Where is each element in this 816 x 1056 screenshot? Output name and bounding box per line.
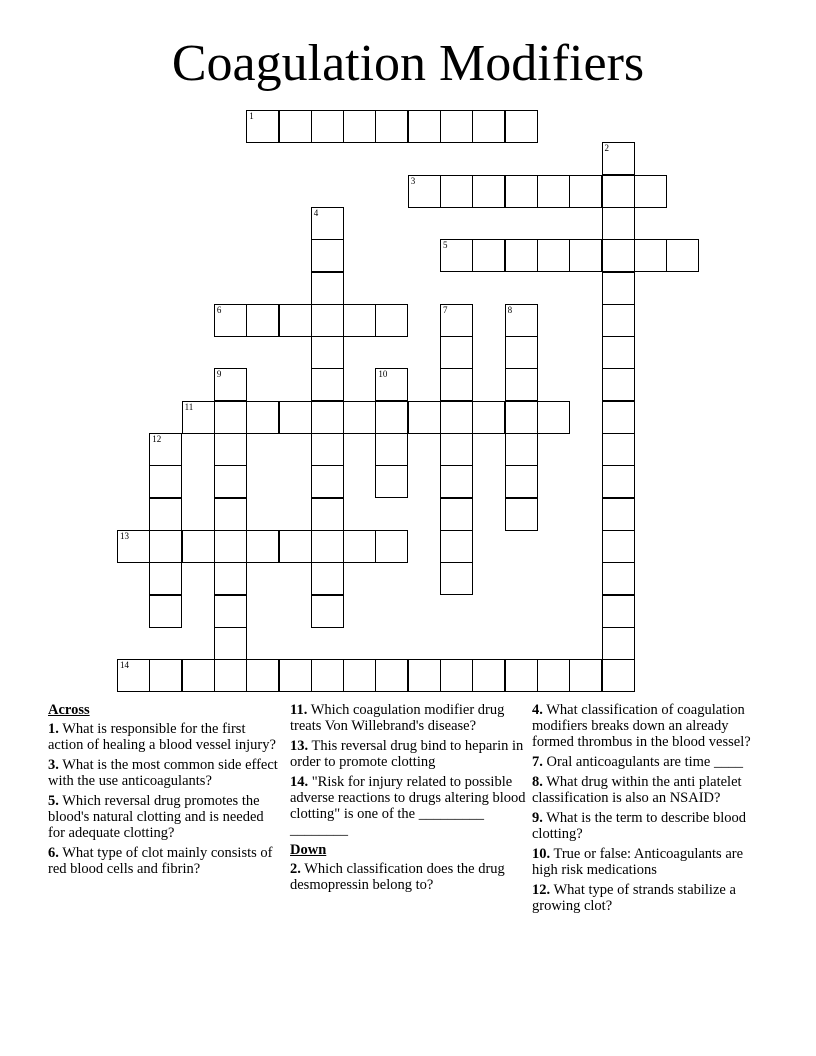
clue-across-11: 11. Which coagulation modifier drug treats Von Willebrand's disease? bbox=[290, 702, 505, 734]
grid-cell[interactable] bbox=[537, 239, 570, 272]
grid-cell[interactable] bbox=[472, 659, 505, 692]
grid-cell[interactable] bbox=[602, 433, 635, 466]
grid-cell[interactable] bbox=[602, 659, 635, 692]
clue-number: 14 bbox=[120, 660, 129, 671]
clue-across-13: 13. This reversal drug bind to heparin in order to promote clotting bbox=[290, 738, 524, 770]
grid-cell[interactable] bbox=[246, 401, 279, 434]
grid-cell[interactable] bbox=[602, 401, 635, 434]
grid-cell[interactable] bbox=[246, 659, 279, 692]
grid-cell[interactable] bbox=[440, 336, 473, 369]
grid-cell[interactable] bbox=[311, 304, 344, 337]
clue-across-6: 6. What type of clot mainly consists of red blood cells and fibrin? bbox=[48, 845, 273, 877]
grid-cell[interactable] bbox=[311, 659, 344, 692]
grid-cell[interactable] bbox=[214, 562, 247, 595]
grid-cell[interactable] bbox=[537, 659, 570, 692]
grid-cell[interactable] bbox=[537, 401, 570, 434]
grid-cell[interactable] bbox=[602, 562, 635, 595]
clue-number: 11 bbox=[184, 401, 194, 412]
grid-cell[interactable] bbox=[602, 304, 635, 337]
grid-cell[interactable] bbox=[182, 401, 215, 434]
grid-cell[interactable] bbox=[343, 110, 376, 143]
clue-number: 9 bbox=[216, 369, 222, 380]
grid-cell[interactable] bbox=[311, 110, 344, 143]
down-heading: Down bbox=[290, 842, 327, 858]
grid-cell[interactable] bbox=[505, 498, 538, 531]
grid-cell[interactable] bbox=[214, 465, 247, 498]
grid-cell[interactable] bbox=[440, 465, 473, 498]
clue-number: 6 bbox=[216, 304, 222, 315]
grid-cell[interactable] bbox=[279, 401, 312, 434]
grid-cell[interactable] bbox=[602, 530, 635, 563]
grid-cell[interactable] bbox=[505, 239, 538, 272]
clue-number: 12 bbox=[152, 434, 162, 444]
grid-cell[interactable] bbox=[602, 627, 635, 660]
clue-down-2: 2. Which classification does the drug desmopressin belong to? bbox=[290, 861, 505, 893]
clue-down-9: 9. What is the term to describe blood clotting? bbox=[532, 810, 746, 842]
grid-cell[interactable] bbox=[569, 239, 602, 272]
grid-cell[interactable] bbox=[375, 304, 408, 337]
grid-cell[interactable] bbox=[440, 530, 473, 563]
grid-cell[interactable] bbox=[602, 465, 635, 498]
grid-cell[interactable] bbox=[214, 595, 247, 628]
grid-cell[interactable] bbox=[440, 110, 473, 143]
grid-cell[interactable] bbox=[440, 239, 473, 272]
grid-cell[interactable] bbox=[634, 175, 667, 208]
grid-cell[interactable] bbox=[149, 562, 182, 595]
grid-cell[interactable] bbox=[602, 336, 635, 369]
grid-cell[interactable] bbox=[602, 142, 635, 175]
grid-cell[interactable] bbox=[602, 368, 635, 401]
grid-cell[interactable] bbox=[311, 272, 344, 305]
grid-cell[interactable] bbox=[149, 659, 182, 692]
grid-cell[interactable] bbox=[149, 433, 182, 466]
grid-cell[interactable] bbox=[343, 401, 376, 434]
grid-cell[interactable] bbox=[408, 110, 441, 143]
clue-number: 7 bbox=[443, 304, 448, 315]
clue-number: 4 bbox=[313, 207, 319, 218]
grid-cell[interactable] bbox=[214, 498, 247, 531]
clues-column-2 bbox=[290, 702, 526, 897]
grid-cell[interactable] bbox=[569, 175, 602, 208]
clue-number: 8 bbox=[507, 304, 513, 315]
grid-cell[interactable] bbox=[311, 498, 344, 531]
grid-cell[interactable] bbox=[311, 595, 344, 628]
grid-cell[interactable] bbox=[214, 627, 247, 660]
clue-down-8: 8. What drug within the anti platelet classification is also an NSAID? bbox=[532, 774, 742, 806]
grid-cell[interactable] bbox=[408, 401, 441, 434]
grid-cell[interactable] bbox=[505, 304, 538, 337]
clue-across-3: 3. What is the most common side effect with the use anticoagulants? bbox=[48, 757, 278, 789]
grid-cell[interactable] bbox=[311, 336, 344, 369]
grid-cell[interactable] bbox=[602, 595, 635, 628]
clue-across-5: 5. Which reversal drug promotes the blood's natural clotting and is needed for adequate clotting? bbox=[48, 793, 264, 841]
clue-down-12: 12. What type of strands stabilize a growing clot? bbox=[532, 882, 736, 914]
grid-cell[interactable] bbox=[666, 239, 699, 272]
grid-cell[interactable] bbox=[505, 175, 538, 208]
clue-number: 1 bbox=[249, 111, 254, 121]
grid-cell[interactable] bbox=[214, 530, 247, 563]
clue-down-4: 4. What classification of coagulation modifiers breaks down an already formed thrombus in the blood vessel? bbox=[532, 702, 751, 750]
grid-cell[interactable] bbox=[343, 530, 376, 563]
grid-cell[interactable] bbox=[602, 175, 635, 208]
grid-cell[interactable] bbox=[214, 304, 247, 337]
grid-cell[interactable] bbox=[440, 498, 473, 531]
grid-cell[interactable] bbox=[343, 659, 376, 692]
grid-cell[interactable] bbox=[214, 401, 247, 434]
grid-cell[interactable] bbox=[440, 368, 473, 401]
grid-cell[interactable] bbox=[246, 304, 279, 337]
grid-cell[interactable] bbox=[311, 368, 344, 401]
clue-down-7: 7. Oral anticoagulants are time ____ bbox=[532, 754, 743, 770]
grid-cell[interactable] bbox=[505, 110, 538, 143]
grid-cell[interactable] bbox=[214, 433, 247, 466]
grid-cell[interactable] bbox=[214, 659, 247, 692]
grid-cell[interactable] bbox=[311, 530, 344, 563]
grid-cell[interactable] bbox=[472, 401, 505, 434]
grid-cell[interactable] bbox=[505, 433, 538, 466]
grid-cell[interactable] bbox=[279, 659, 312, 692]
grid-cell[interactable] bbox=[311, 433, 344, 466]
grid-cell[interactable] bbox=[375, 659, 408, 692]
grid-cell[interactable] bbox=[149, 530, 182, 563]
grid-cell[interactable] bbox=[149, 465, 182, 498]
grid-cell[interactable] bbox=[214, 368, 247, 401]
grid-cell[interactable] bbox=[311, 239, 344, 272]
grid-cell[interactable] bbox=[279, 304, 312, 337]
grid-cell[interactable] bbox=[505, 368, 538, 401]
grid-cell[interactable] bbox=[246, 530, 279, 563]
grid-cell[interactable] bbox=[440, 401, 473, 434]
grid-cell[interactable] bbox=[375, 433, 408, 466]
clue-number: 3 bbox=[410, 175, 416, 186]
clues-column-1 bbox=[48, 702, 280, 881]
grid-cell[interactable] bbox=[602, 498, 635, 531]
grid-cell[interactable] bbox=[375, 401, 408, 434]
grid-cell[interactable] bbox=[505, 465, 538, 498]
grid-cell[interactable] bbox=[569, 659, 602, 692]
grid-cell[interactable] bbox=[472, 110, 505, 143]
grid-cell[interactable] bbox=[408, 659, 441, 692]
clue-number: 13 bbox=[120, 530, 129, 541]
grid-cell[interactable] bbox=[311, 401, 344, 434]
grid-cell[interactable] bbox=[149, 595, 182, 628]
clue-number: 10 bbox=[378, 369, 388, 380]
grid-cell[interactable] bbox=[440, 562, 473, 595]
grid-cell[interactable] bbox=[279, 530, 312, 563]
grid-cell[interactable] bbox=[375, 110, 408, 143]
grid-cell[interactable] bbox=[375, 368, 408, 401]
page-title: Coagulation Modifiers bbox=[171, 35, 645, 92]
grid-cell[interactable] bbox=[408, 175, 441, 208]
grid-cell[interactable] bbox=[440, 304, 473, 337]
grid-cell[interactable] bbox=[472, 239, 505, 272]
grid-cell[interactable] bbox=[311, 465, 344, 498]
grid-cell[interactable] bbox=[505, 336, 538, 369]
grid-cell[interactable] bbox=[343, 304, 376, 337]
grid-cell[interactable] bbox=[505, 401, 538, 434]
grid-cell[interactable] bbox=[505, 659, 538, 692]
grid-cell[interactable] bbox=[311, 562, 344, 595]
grid-cell[interactable] bbox=[117, 659, 150, 692]
grid-cell[interactable] bbox=[602, 207, 635, 240]
grid-cell[interactable] bbox=[440, 659, 473, 692]
grid-cell[interactable] bbox=[634, 239, 667, 272]
clue-across-14: 14. "Risk for injury related to possible adverse reactions to drugs altering blood clotting" is one of the _________ ________ bbox=[290, 774, 526, 838]
grid-cell[interactable] bbox=[279, 110, 312, 143]
grid-cell[interactable] bbox=[246, 110, 279, 143]
grid-cell[interactable] bbox=[375, 530, 408, 563]
grid-cell[interactable] bbox=[602, 239, 635, 272]
grid-cell[interactable] bbox=[117, 530, 150, 563]
grid-cell[interactable] bbox=[440, 433, 473, 466]
grid-cell[interactable] bbox=[182, 659, 215, 692]
grid-cell[interactable] bbox=[537, 175, 570, 208]
grid-cell[interactable] bbox=[440, 175, 473, 208]
clue-number: 5 bbox=[443, 240, 448, 251]
grid-cell[interactable] bbox=[149, 498, 182, 531]
grid-cell[interactable] bbox=[602, 272, 635, 305]
grid-cell[interactable] bbox=[311, 207, 344, 240]
grid-cell[interactable] bbox=[375, 465, 408, 498]
clue-number: 2 bbox=[604, 143, 609, 154]
clue-across-1: 1. What is responsible for the first action of healing a blood vessel injury? bbox=[48, 721, 276, 753]
clue-down-10: 10. True or false: Anticoagulants are high risk medications bbox=[532, 846, 744, 878]
clues-column-3 bbox=[532, 702, 768, 918]
grid-cell[interactable] bbox=[182, 530, 215, 563]
grid-cell[interactable] bbox=[472, 175, 505, 208]
across-heading: Across bbox=[48, 702, 90, 718]
